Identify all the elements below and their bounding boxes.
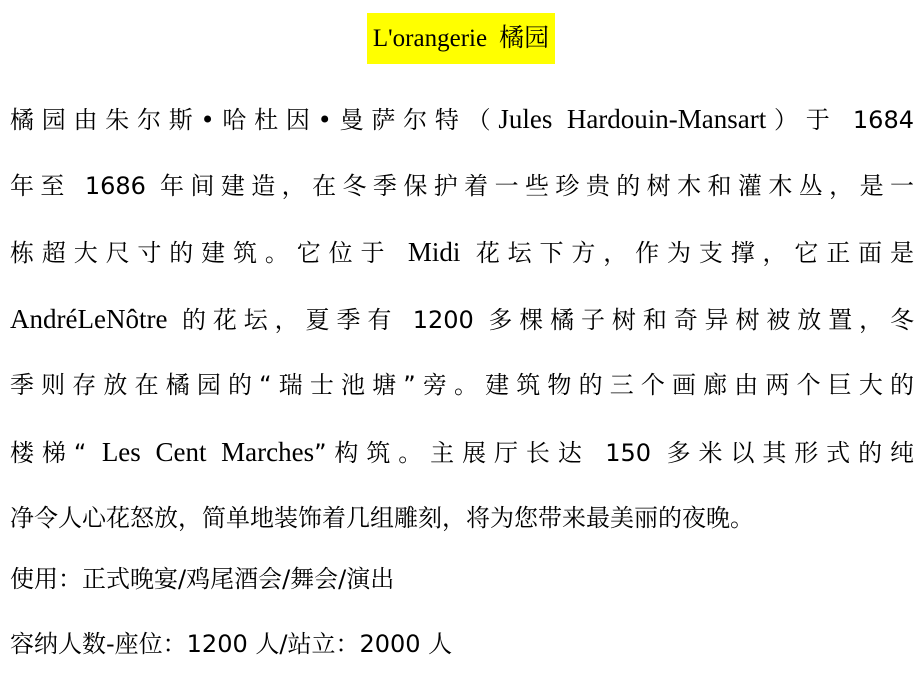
text-segment: 年至 1686 年间建造，在冬季保护着一些珍贵的树木和灌木丛，是一 [10,171,914,200]
text-segment: 季则存放在橘园的“瑞士池塘”旁。建筑物的三个画廊由两个巨大的 [10,371,914,399]
latin-term: AndréLeNôtre [10,303,168,334]
paragraph-line [10,153,914,220]
paragraph-line [10,286,914,353]
text-segment: 花坛下方，作为支撑，它正面是 [460,239,914,267]
paragraph-line [10,86,914,153]
latin-term: Jules Hardouin-Mansart [498,104,767,134]
text-segment: 栋超大尺寸的建筑。它位于 [10,239,408,267]
slide-title [367,13,555,64]
capacity-line: 容纳人数-座位：1200 人/站立：2000 人 [10,630,453,658]
text-segment: 橘园由朱尔斯•哈杜因•曼萨尔特（ [10,106,499,134]
paragraph-line [10,352,914,419]
title-container [0,13,922,64]
description-paragraph [10,86,914,552]
title-latin: L'orangerie [372,25,488,52]
paragraph-line [10,485,914,552]
latin-term: Les Cent Marches [101,436,315,467]
latin-term: Midi [407,237,461,267]
title-chinese: 橘园 [499,25,550,52]
usage-line: 使用：正式晚宴/鸡尾酒会/舞会/演出 [10,565,395,593]
paragraph-line [10,419,914,486]
text-segment: 的花坛，夏季有 1200 多棵橘子树和奇异树被放置，冬 [167,305,914,334]
text-segment: 楼梯“ [10,438,102,467]
paragraph-line [10,219,914,286]
text-segment: ）于 1684 [766,106,914,134]
text-segment: 净令人心花怒放，简单地装饰着几组雕刻，将为您带来最美丽的夜晚。 [10,504,754,532]
text-segment: ”构筑。主展厅长达 150 多米以其形式的纯 [314,438,915,467]
